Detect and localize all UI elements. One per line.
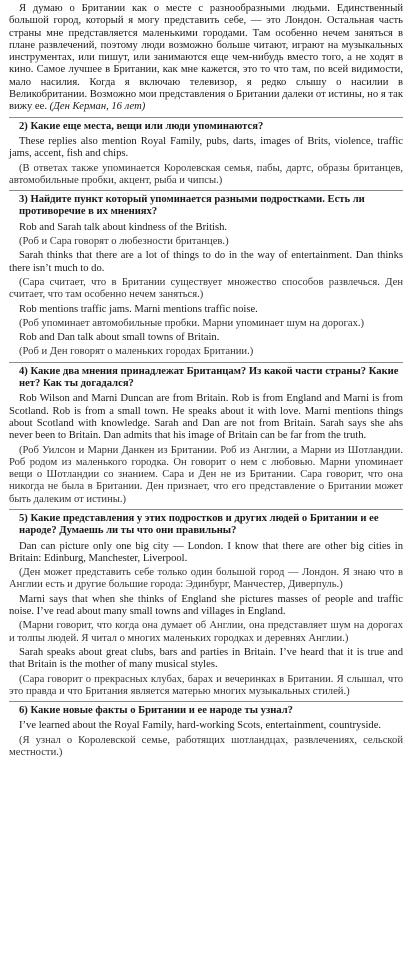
answer-english: These replies also mention Royal Family, pubs, darts, images of Brits, violence, traffic jams, accent, fish and chips. — [9, 135, 403, 160]
answer-english: Sarah thinks that there are a lot of things to do in the way of entertainment. Dan thinks there isn’t much to do. — [9, 250, 403, 274]
answer-english: Sarah speaks about great clubs, bars and parties in Britain. I’ve heard that it is true and that Britain is the mother of many musical styles. — [9, 646, 403, 671]
section-4 — [9, 362, 403, 506]
answer-english: Rob and Dan talk about small towns of Britain. — [19, 332, 220, 344]
section-6 — [9, 701, 403, 759]
intro-paragraph — [9, 3, 403, 114]
sections-container — [9, 117, 403, 760]
answer-translation: (Сара говорит о прекрасных клубах, барах и вечеринках в Британии. Я слышал, что это правда и что Британия является матерью многих музыкальных стилей.) — [9, 673, 403, 697]
section-question: 5) Какие представления у этих подростков и других людей о Британии и ее народе? Думаешь ли ты что они правильны? — [19, 512, 379, 537]
section-question: 4) Какие два мнения принадлежат Британцам? Из какой части страны? Какие нет? Как ты догадался? — [19, 365, 399, 390]
answer-english: Rob and Sarah talk about kindness of the British. — [19, 221, 228, 233]
intro-author: (Ден Керман, 16 лет) — [49, 101, 146, 113]
answer-translation: (Роб Уилсон и Марни Данкен из Британии. Роб из Англии, а Марни из Шотландии. Роб родом из маленького городка. Он говорит о нем с любовью. Марни упоминает вещи о Шотландии со знанием. Сара и Ден не из Британии. Сара говорит, что она никогда не была в Британии. Ден признает, что его представление о Британии может быть далеким от истины.) — [9, 444, 403, 505]
answer-translation: (В ответах также упоминается Королевская семья, пабы, дартс, образы британцев, автомобильные пробки, акцент, рыба и чипсы.) — [9, 162, 403, 186]
section-question: 3) Найдите пункт который упоминается разными подростками. Есть ли противоречие в их мнениях? — [19, 194, 365, 218]
answer-english: Rob mentions traffic jams. Marni mentions traffic noise. — [19, 303, 258, 315]
section-5 — [9, 509, 403, 698]
intro-text: Я думаю о Британии как о месте с разнообразными людьми. Единственный большой город, который я могу представить себе, — это Лондон. Остальная часть страны мне представляется маленькими городами. Там особенно нечем заняться в плане развлечений, поэтому люди возможно больше читают, играют на музыкальных инструментах, или пишут, или занимаются еще чем-нибудь вместо того, а не ходят в кино. Самое лучшее в Британии, как мне кажется, это то что там, по всей видимости, мало насилия. Когда я включаю телевизор, я редко слышу о насилии в Великобритании. Возможно мои представления о Британии далеки от истины, но я так вижу ее. — [9, 3, 403, 113]
answer-translation: (Сара считает, что в Британии существует множество способов развлечься. Ден считает, что там особенно нечем заняться.) — [9, 276, 403, 301]
section-2 — [9, 117, 403, 187]
answer-english: Dan can picture only one big city — London. I know that there are other big cities in Britain: Edinburg, Manchester, Liverpool. — [9, 540, 403, 564]
answer-english: I’ve learned about the Royal Family, hard-working Scots, entertainment, countryside. — [19, 720, 382, 732]
answer-english: Marni says that when she thinks of England she pictures masses of people and traffic noise. I’ve read about many small towns and villages in England. — [9, 593, 403, 618]
answer-translation: (Роб упоминает автомобильные пробки. Марни упоминает шум на дорогах.) — [19, 317, 365, 329]
answer-translation: (Роб и Ден говорят о маленьких городах Британии.) — [19, 346, 254, 358]
section-3 — [9, 190, 403, 359]
section-question: 6) Какие новые факты о Британии и ее народе ты узнал? — [19, 705, 293, 717]
answer-translation: (Марни говорит, что когда она думает об Англии, она представляет шум на дорогах и толпы людей. Я читал о многих маленьких городках и деревнях Англии.) — [9, 620, 403, 644]
section-question: 2) Какие еще места, вещи или люди упоминаются? — [19, 120, 264, 132]
answer-translation: (Роб и Сара говорят о любезности британцев.) — [19, 236, 229, 248]
answer-english: Rob Wilson and Marni Duncan are from Britain. Rob is from England and Marni is from Scotland. Rob is from a small town. He speaks about it with love. Marni mentions things about Scotland with knowledge. Sarah and Dan are not from Britain. Sarah says she ahs never been to Britain. Dan admits that his image of Britain can be far from the truth. — [9, 393, 403, 442]
answer-translation: (Ден может представить себе только один большой город — Лондон. Я знаю что в Англии есть и другие большие города: Эдинбург, Манчестер, Диверпуль.) — [9, 567, 403, 591]
answer-translation: (Я узнал о Королевской семье, работящих шотландцах, развлечениях, сельской местности.) — [9, 734, 403, 759]
